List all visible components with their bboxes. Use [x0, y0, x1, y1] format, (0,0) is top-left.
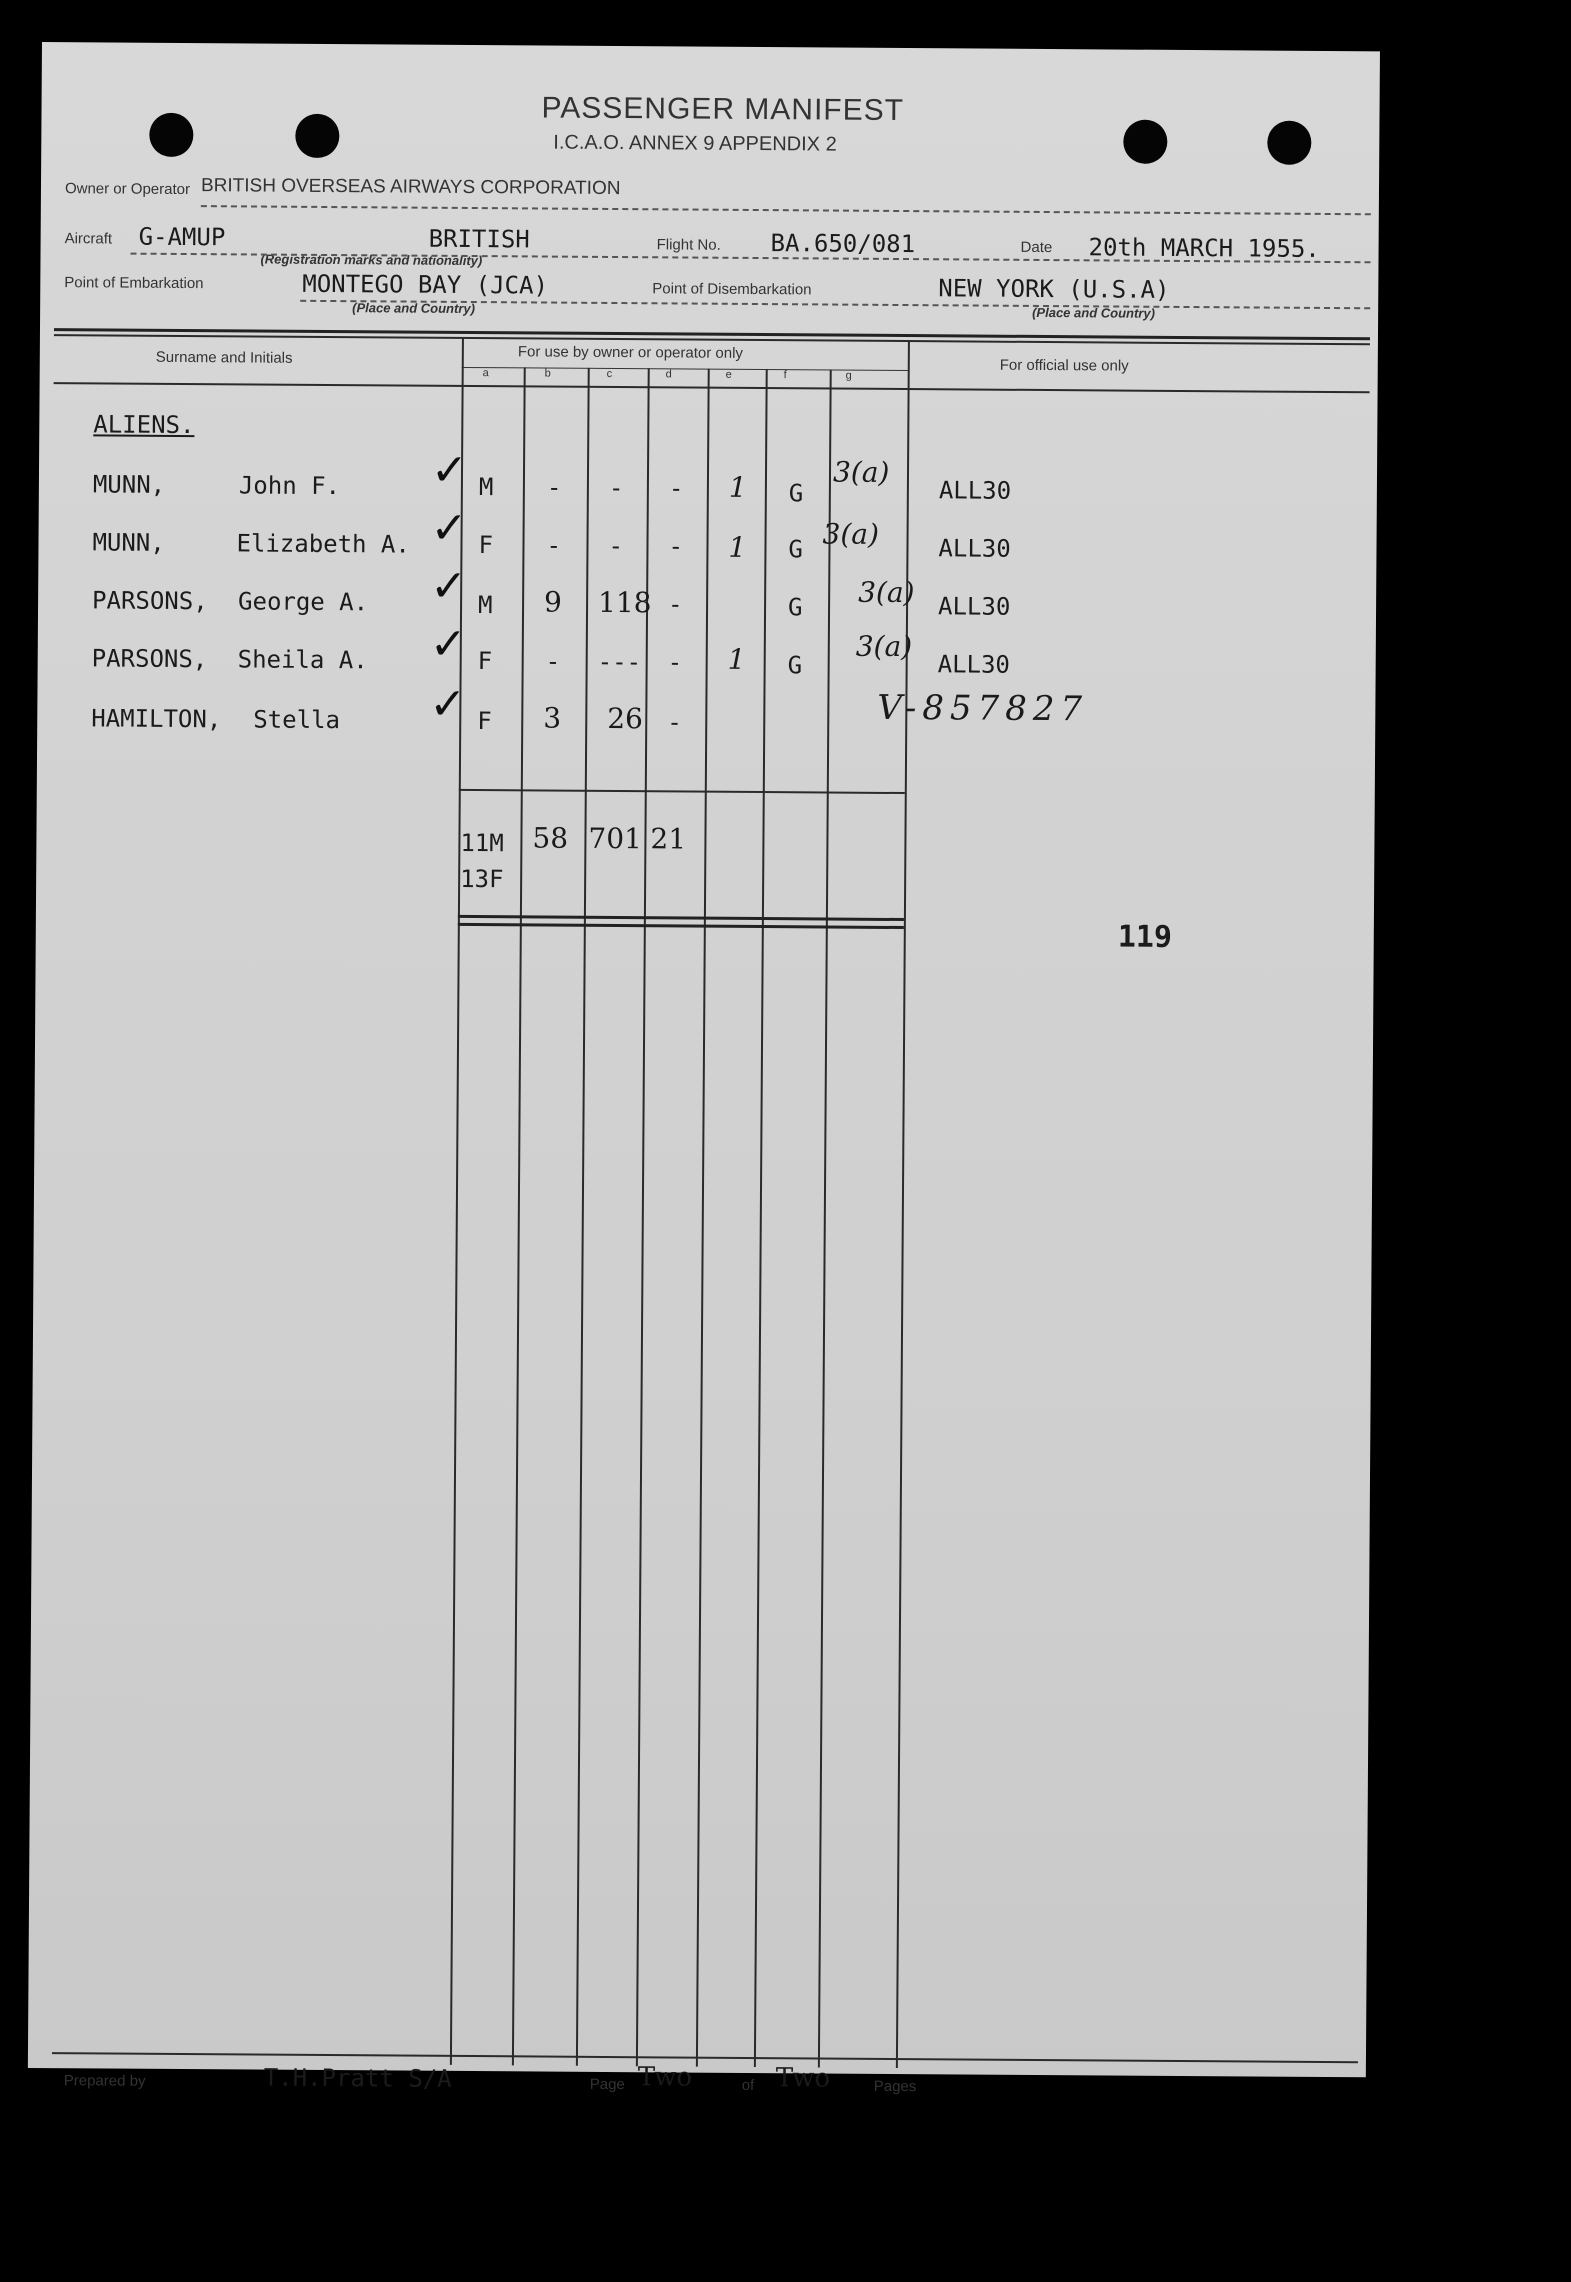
prepared-by-value: T.H.Pratt S/A [263, 2063, 452, 2093]
subcol-e: e [725, 368, 732, 381]
embarkation-note: (Place and Country) [352, 300, 475, 317]
punch-hole [149, 113, 193, 157]
cell-c: --- [597, 647, 642, 677]
date-label: Date [1020, 238, 1053, 257]
checkmark-icon: ✓ [429, 618, 467, 670]
aircraft-registration: G-AMUP [138, 222, 226, 252]
disembarkation-point: NEW YORK (U.S.A) [938, 274, 1170, 304]
given-name: George A. [238, 587, 369, 617]
prepared-by-label: Prepared by [63, 2072, 146, 2090]
column-header-surname: Surname and Initials [155, 348, 293, 367]
cell-official: ALL30 [938, 476, 1012, 505]
cell-c: - [608, 531, 624, 561]
aircraft-label: Aircraft [64, 230, 113, 248]
cell-b: - [545, 647, 561, 676]
cell-f: G [788, 535, 804, 564]
cell-b: 9 [543, 585, 563, 619]
subcol-d: d [665, 368, 672, 381]
given-name: John F. [238, 471, 341, 501]
cell-g: 3(a) [858, 575, 915, 610]
subcol-b: b [544, 367, 551, 380]
cell-c: 26 [607, 701, 644, 736]
total-male: 11M [460, 828, 504, 858]
page-number: 119 [1117, 919, 1173, 955]
cell-a: M [478, 473, 494, 502]
page-label: Page [589, 2075, 625, 2094]
checkmark-icon: ✓ [430, 502, 468, 554]
subcol-c: c [606, 367, 613, 380]
column-header-official: For official use only [999, 356, 1129, 375]
cell-g: 3(a) [822, 517, 880, 551]
checkmark-icon: ✓ [430, 444, 469, 496]
owner-value: BRITISH OVERSEAS AIRWAYS CORPORATION [200, 175, 621, 200]
cell-b: - [546, 531, 562, 560]
surname: PARSONS, [91, 644, 208, 674]
registration-note: (Registration marks and nationality) [260, 251, 483, 269]
cell-c: - [608, 473, 624, 503]
surname: HAMILTON, [91, 704, 222, 734]
flight-label: Flight No. [656, 236, 721, 254]
embarkation-label: Point of Embarkation [64, 274, 204, 293]
cell-g: 3(a) [855, 629, 913, 664]
cell-b: - [546, 473, 562, 502]
cell-a: M [477, 591, 493, 620]
cell-d: - [667, 708, 682, 737]
checkmark-icon: ✓ [429, 678, 467, 730]
cell-a: F [478, 531, 494, 560]
cell-f: G [788, 479, 804, 508]
surname: MUNN, [92, 528, 165, 557]
pages-label: Pages [873, 2077, 917, 2096]
cell-e: 1 [727, 642, 746, 676]
cell-f: G [787, 651, 803, 680]
flight-number: BA.650/081 [770, 229, 916, 259]
subcol-f: f [783, 369, 787, 382]
cell-a: F [477, 647, 493, 676]
page-title: PASSENGER MANIFEST [541, 91, 905, 128]
total-b: 58 [532, 821, 569, 855]
punch-hole [295, 114, 339, 158]
embarkation-point: MONTEGO BAY (JCA) [302, 269, 549, 300]
cell-d: - [667, 590, 683, 619]
cell-g: 3(a) [832, 455, 890, 489]
aircraft-nationality: BRITISH [428, 224, 530, 254]
given-name: Sheila A. [237, 645, 368, 675]
cell-c: 118 [597, 585, 652, 620]
given-name: Elizabeth A. [236, 529, 410, 559]
cell-b: 3 [543, 701, 562, 735]
total-c: 701 [588, 821, 643, 856]
total-female: 13F [460, 864, 504, 894]
flight-date: 20th MARCH 1955. [1088, 233, 1320, 263]
given-name: Stella [253, 705, 341, 735]
checkmark-icon: ✓ [430, 560, 468, 612]
subcol-a: a [482, 367, 489, 380]
cell-a: F [477, 707, 492, 736]
page-subtitle: I.C.A.O. ANNEX 9 APPENDIX 2 [553, 131, 837, 156]
section-heading-aliens: ALIENS. [93, 410, 195, 440]
cell-d: - [668, 532, 684, 561]
disembarkation-note: (Place and Country) [1032, 304, 1155, 321]
cell-d: - [668, 474, 684, 503]
cell-official: ALL30 [937, 592, 1011, 621]
cell-f: G [787, 593, 803, 622]
total-d: 21 [650, 822, 687, 856]
cell-d: - [667, 648, 683, 677]
cell-e: 1 [728, 530, 747, 564]
manifest-sheet [28, 42, 1380, 2096]
punch-hole [1123, 120, 1167, 164]
punch-hole [1267, 121, 1311, 165]
page-value: Two [637, 2062, 693, 2093]
cell-official: ALL30 [937, 650, 1011, 679]
of-value: Two [775, 2063, 831, 2094]
owner-label: Owner or Operator [64, 180, 191, 199]
subcol-g: g [845, 369, 852, 382]
cell-e: 1 [728, 470, 747, 504]
cell-official: V-857827 [877, 687, 1089, 730]
surname: PARSONS, [92, 586, 208, 616]
column-header-operator: For use by owner or operator only [517, 343, 744, 362]
of-label: of [741, 2076, 755, 2095]
disembarkation-label: Point of Disembarkation [652, 280, 812, 299]
surname: MUNN, [92, 470, 166, 499]
cell-official: ALL30 [938, 534, 1011, 563]
